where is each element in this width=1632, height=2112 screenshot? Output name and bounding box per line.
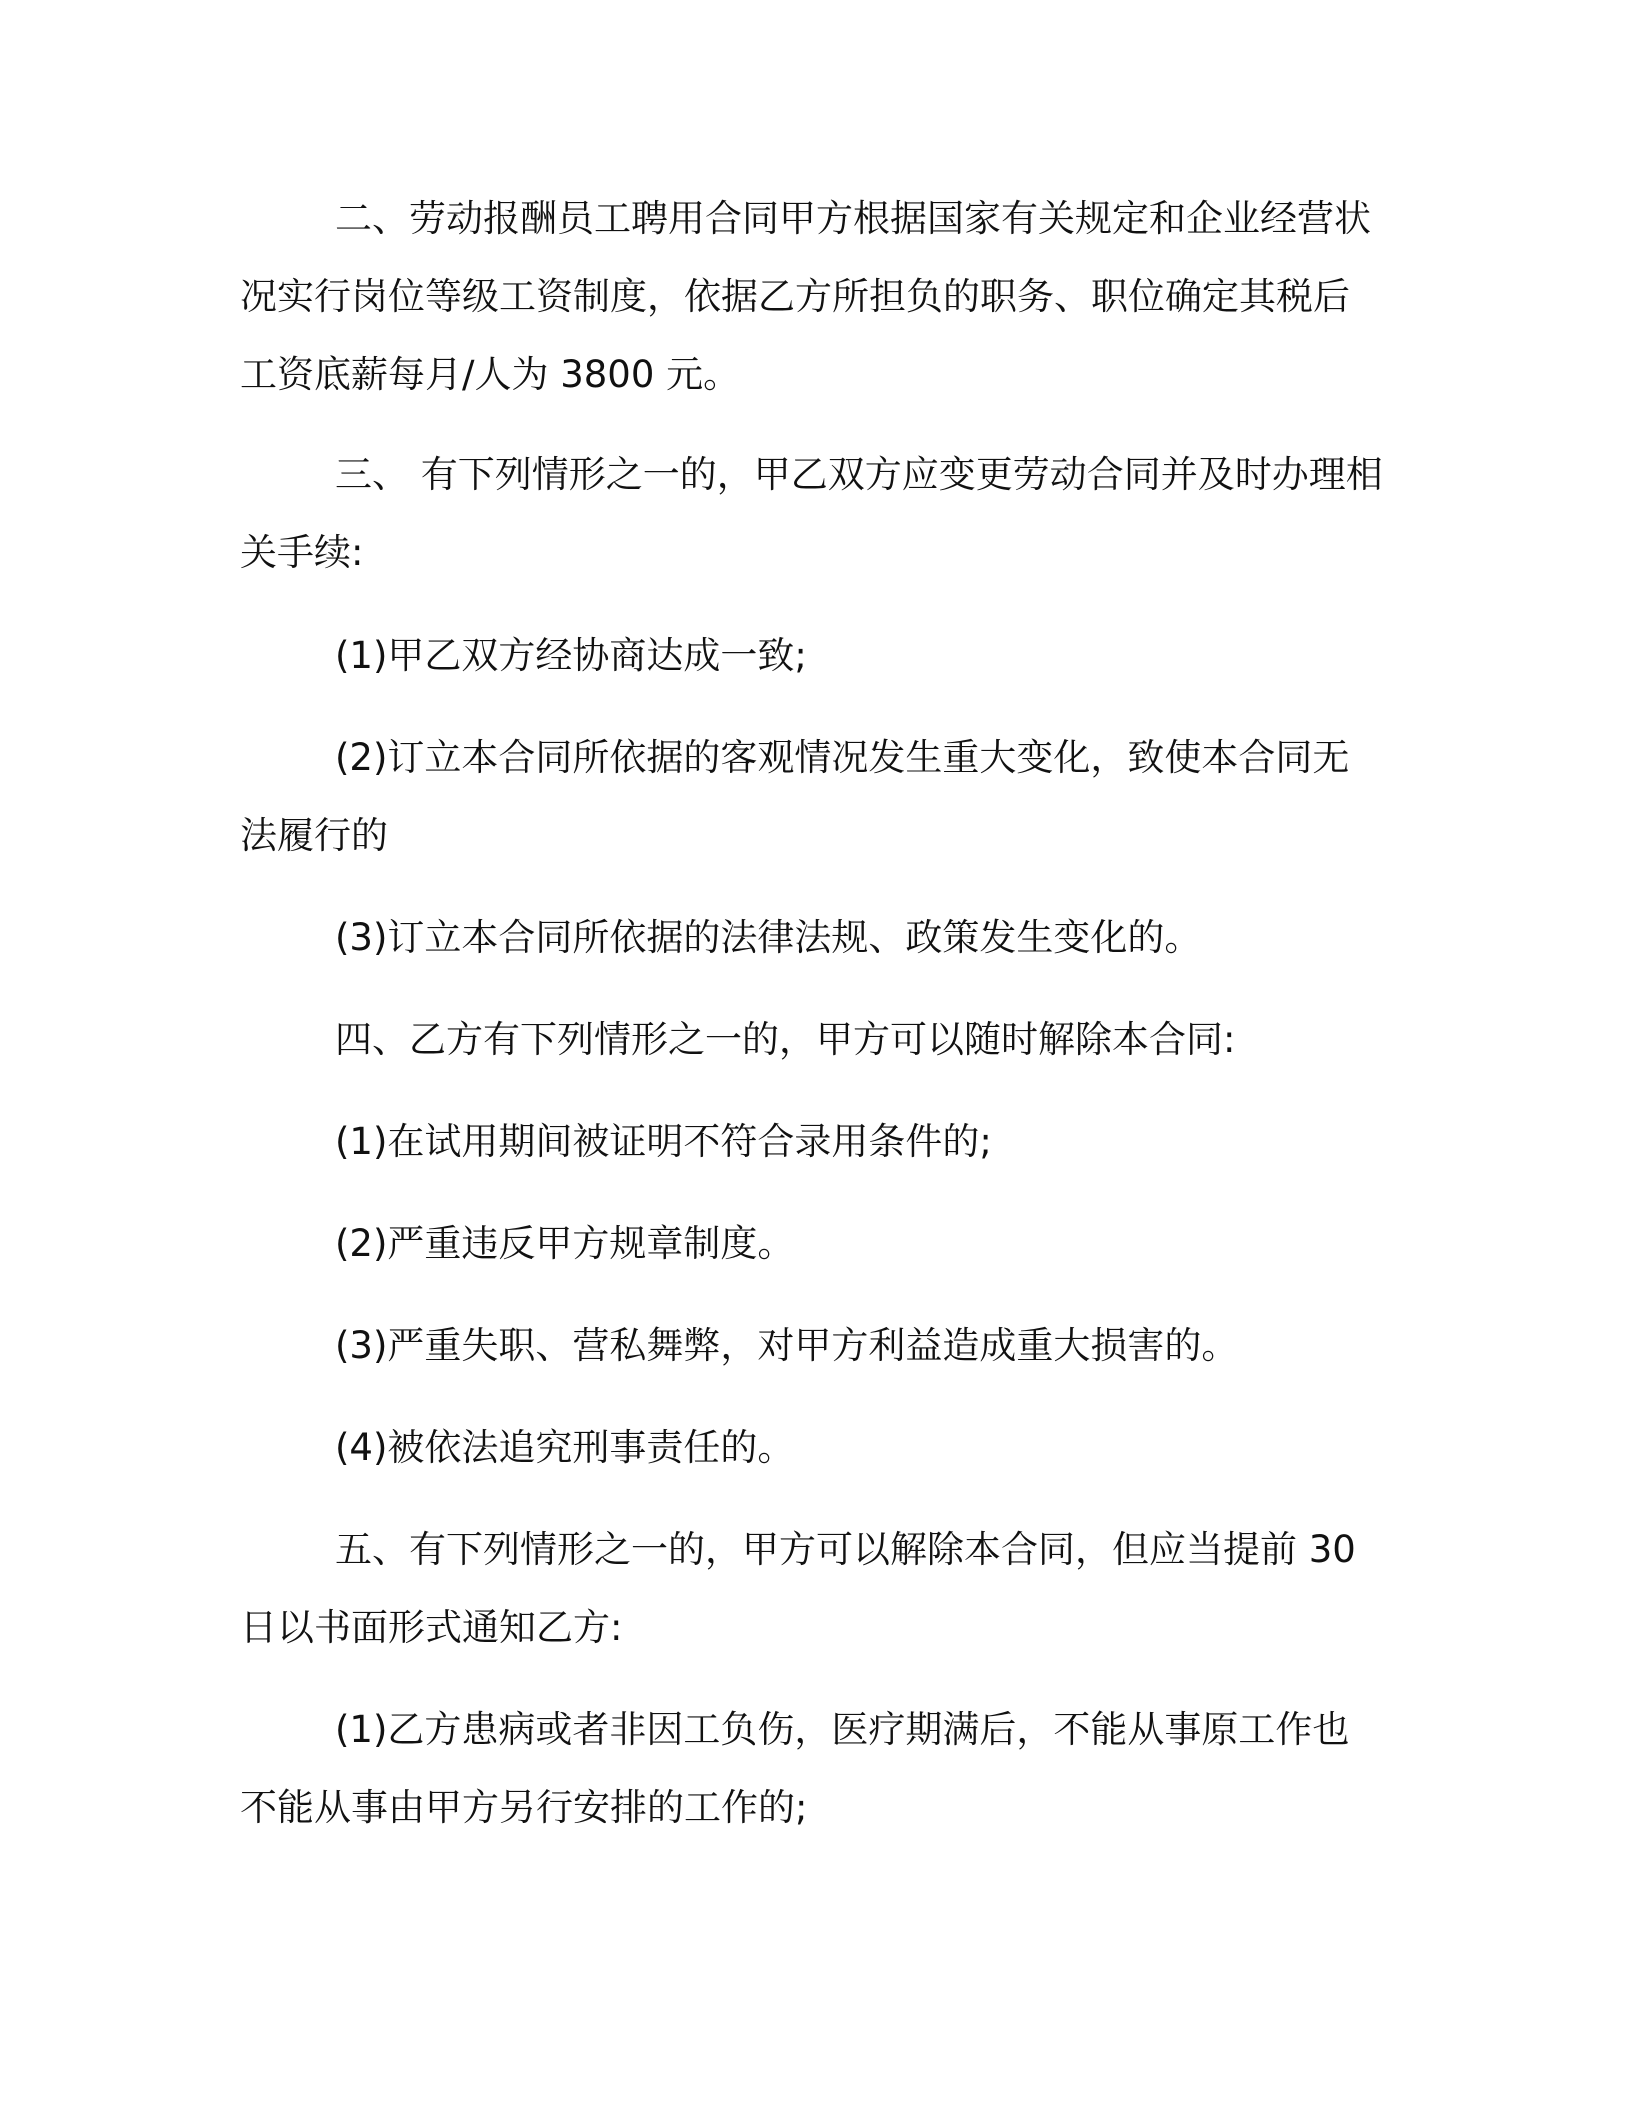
text-line: 四、乙方有下列情形之一的，甲方可以随时解除本合同: <box>335 1018 1236 1061</box>
text-line: (1)甲乙双方经协商达成一致; <box>335 634 807 677</box>
text-line: (4)被依法追究刑事责任的。 <box>335 1426 795 1469</box>
clause-2-remuneration <box>240 180 1400 414</box>
text-line: 三、 有下列情形之一的，甲乙双方应变更劳动合同并及时办理相 <box>335 453 1383 496</box>
text-line: (3)严重失职、营私舞弊，对甲方利益造成重大损害的。 <box>335 1324 1239 1367</box>
text-line: 二、劳动报酬员工聘用合同甲方根据国家有关规定和企业经营状 <box>335 197 1371 240</box>
text-line: 关手续: <box>240 531 364 574</box>
text-line: (1)在试用期间被证明不符合录用条件的; <box>335 1120 992 1163</box>
clause-4-item-3 <box>240 1307 1400 1385</box>
text-line: 日以书面形式通知乙方: <box>240 1606 623 1649</box>
clause-4-item-4 <box>240 1409 1400 1487</box>
clause-3-item-1 <box>240 617 1400 695</box>
clause-3-item-2 <box>240 719 1400 875</box>
clause-3-item-3 <box>240 899 1400 977</box>
text-line: 五、有下列情形之一的，甲方可以解除本合同，但应当提前 30 <box>335 1528 1356 1571</box>
text-line: (2)严重违反甲方规章制度。 <box>335 1222 795 1265</box>
clause-4-item-1 <box>240 1103 1400 1181</box>
text-line: (2)订立本合同所依据的客观情况发生重大变化，致使本合同无 <box>335 736 1350 779</box>
text-line: 法履行的 <box>240 814 388 857</box>
clause-4-item-2 <box>240 1205 1400 1283</box>
clause-5-notice-termination <box>240 1511 1400 1667</box>
text-line: 况实行岗位等级工资制度，依据乙方所担负的职务、职位确定其税后 <box>240 275 1350 318</box>
text-line: (1)乙方患病或者非因工负伤，医疗期满后，不能从事原工作也 <box>335 1708 1350 1751</box>
text-line: 不能从事由甲方另行安排的工作的; <box>240 1786 808 1829</box>
clause-4-termination <box>240 1001 1400 1079</box>
text-line: (3)订立本合同所依据的法律法规、政策发生变化的。 <box>335 916 1202 959</box>
clause-3-change-conditions <box>240 436 1400 592</box>
clause-5-item-1 <box>240 1691 1400 1847</box>
text-line: 工资底薪每月/人为 3800 元。 <box>240 353 741 396</box>
